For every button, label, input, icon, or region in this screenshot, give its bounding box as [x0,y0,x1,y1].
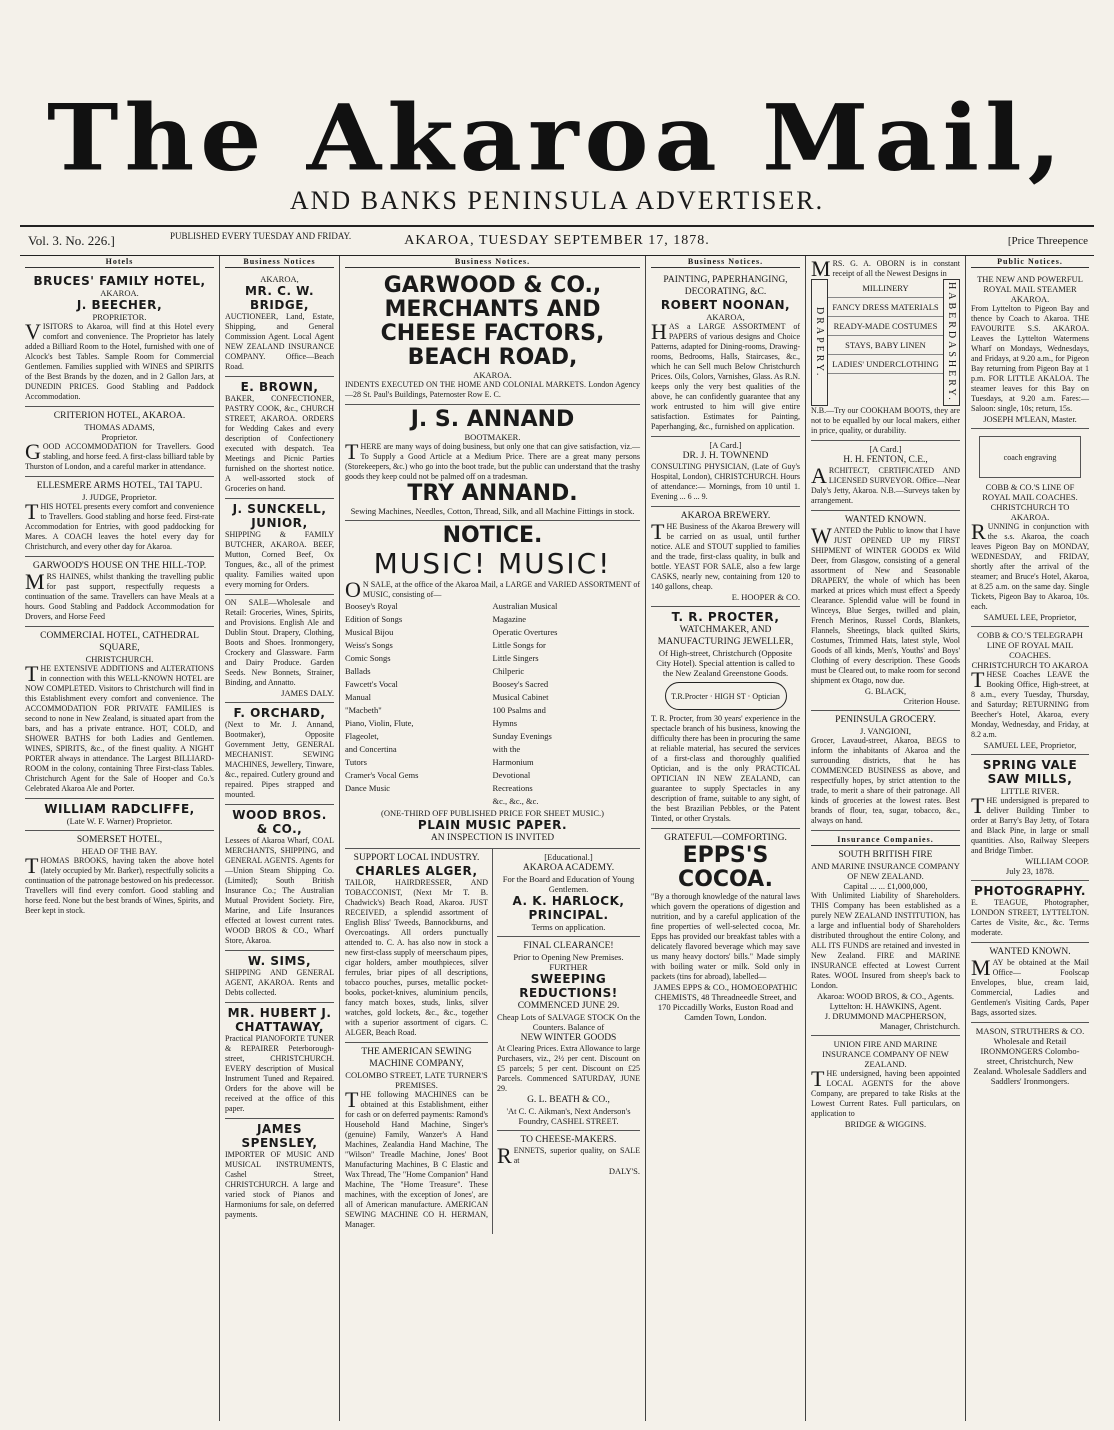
ad-cheese-makers [497,1131,640,1180]
ad-sub: LITTLE RIVER. [1000,786,1060,796]
section-head: Hotels [25,256,214,268]
section-head: Public Notices. [971,256,1089,268]
ad-sub: CHRISTCHURCH. [85,654,154,664]
music-item: and Concertina Tutors [345,744,397,767]
ad-epps [651,829,800,1026]
ad-garwoods-house [25,557,214,627]
music-item: &c., &c., &c. [492,796,539,806]
ad-title: FINAL CLEARANCE! [523,941,614,951]
music-item: Devotional Recreations [492,770,533,793]
ad-body: Grocer, Lavaud-street, Akaroa, BEGS to inform the inhabitants of Akaroa and the surrounding districts, that he has COMMENCED BUSINESS as above, and respectfully hopes, by strict attention to the trade, to merit a share of their patronage. All kinds of groceries at the lowest rates. Best brands of flour, tea, sugar, tobacco, &c., always on hand. [811,735,960,825]
drapery-item: STAYS, BABY LINEN [828,336,943,355]
music-list-right [493,600,641,808]
ad-music-notice [345,521,640,849]
masthead-title: The Akaroa Mail, [47,83,1067,192]
ad-sub: CHRISTCHURCH TO AKAROA. [990,502,1070,522]
ad-line2: MERCHANTS AND CHEESE FACTORS, [380,297,605,346]
ad-title: SOMERSET HOTEL, [76,835,163,845]
ad-name: SAMUEL LEE, Proprietor, [983,612,1077,622]
ad-photography [971,881,1089,943]
ad-line4: AKAROA. [473,370,512,380]
ad-body: SHIPPING & FAMILY BUTCHER, AKAROA. BEEF, Mutton, Corned Beef, Ox Tongues, &c., all of the primest quality. Families waited upon every morning for Orders. [225,530,334,589]
ad-orchard [225,703,334,805]
publication-frequency: PUBLISHED EVERY TUESDAY AND FRIDAY. [170,231,352,241]
ad-title: THE NEW AND POWERFUL ROYAL MAIL STEAMER [977,274,1083,294]
ad-brown [225,377,334,499]
ad-sub: AND MARINE INSURANCE COMPANY OF NEW ZEALAND. [811,860,960,881]
ad-sub: AKAROA. [100,288,139,298]
ad-name: EPPS'S COCOA. [678,843,773,892]
ad-name: G. L. BEATH & CO., [527,1095,610,1105]
ad-foot: Terms on application. [531,922,606,932]
ad-sub: BOOTMAKER. [464,432,521,442]
col3-right [493,849,640,1234]
ad-title: UNION FIRE AND MARINE INSURANCE COMPANY OF NEW ZEALAND. [822,1038,949,1069]
ad-name: DR. J. H. TOWNEND [682,451,769,461]
drapery-items [828,279,943,406]
ad-body: THE following MACHINES can be obtained at this Establishment, either for cash or on deferred payments: Ramond's Household Hand Machine, Singer's (genuine) Family, Wanzer's A Hand Machines, Zealandia Hand Machine, The "Wilson" Treadle Machine, Jones' Boot Manufacturing Machines, B C Elastic and Wax Thread, The "Home Companion" Hand Machine, The "Home Treasure". These machines, with the exception of Jones', are all of American manufacture. AMERICAN SEWING MACHINE CO H. HERMAN, Manager. [345,1087,488,1229]
ad-sub: CHARLES ALGER, [355,864,478,878]
drapery-box [811,279,960,406]
ad-title: ELLESMERE ARMS HOTEL, TAI TAPU. [36,481,203,491]
ad-spensley [225,1119,334,1224]
ad-title: GARWOOD'S HOUSE ON THE HILL-TOP. [32,561,207,571]
music-list [345,600,640,808]
ad-sub: WATCHMAKER, AND MANUFACTURING JEWELLER, [657,625,794,647]
music-item: Ballads [345,666,371,676]
ad-body: MRS. G. A. OBORN is in constant receipt of all the Newest Designs in [811,256,960,281]
ad-sunckell [225,499,334,595]
ad-chattaway [225,1003,334,1119]
ad-body: E. TEAGUE, Photographer, LONDON STREET, LYTTELTON. Cartes de Visite, &c., &c. Terms moderate. [971,898,1089,937]
ad-oborn [811,256,960,441]
music-item: Fawcett's Vocal Manual [345,679,398,702]
ad-townend [651,437,800,507]
ad-body: INDENTS EXECUTED ON THE HOME AND COLONIAL MARKETS. London Agency—28 St. Paul's Buildings, Paternoster Row E. C. [345,380,640,399]
ad-sweep: SWEEPING REDUCTIONS! [519,972,618,1000]
col3-left [345,849,493,1234]
music-item: Boosey's Sacred Musical Cabinet [492,679,549,702]
ad-body: Lessees of Akaroa Wharf, COAL MERCHANTS, SHIPPING, and GENERAL AGENTS. Agents for—Union Steam Shipping Co. (Limited); South British Insurance Co.; The Australian Mutual Provident Society. Fire, Marine, and Life Insurances effected at lowest current rates. WOOD BROS & CO., Wharf Store, Akaroa. [225,836,334,945]
ad-title: PAINTING, PAPERHANGING, DECORATING, &C. [663,275,788,297]
drapery-item: FANCY DRESS MATERIALS [828,298,943,317]
ad-cobb-telegraph [971,627,1089,755]
ad-title: W. SIMS, [247,954,312,968]
ad-body: RENNETS, superior quality, on SALE at [497,1143,640,1168]
ad-role: Proprietor. [101,432,138,442]
ad-body: CONSULTING PHYSICIAN, (Late of Guy's Hospital, London), CHRISTCHURCH. Hours of attendance:— Mornings, from 10 until 1. Evening ... 6 ... 9. [651,462,800,501]
ad-title: T. R. PROCTER, [671,610,780,624]
ad-title: SPRING VALE SAW MILLS, [982,758,1078,786]
ad-title: [A Card.] [709,440,742,450]
section-head: Insurance Companies. [811,834,960,846]
ad-title: [Educational.] [544,852,593,862]
music-item: Operatic Overtures [492,627,558,637]
ad-commercial-hotel [25,627,214,799]
notice-title: NOTICE. [442,523,543,548]
ad-title: THE AMERICAN SEWING MACHINE COMPANY, [361,1047,472,1069]
ad-body: HAS a LARGE ASSORTMENT of PAPERS of various designs and Choice Patterns, adapted for Dining-rooms, Drawing-rooms, Bedrooms, Halls, Staircases, &c., which he can Sell much Below Christchurch Prices. Oils, Colors, Varnishes, Glass. As R.N. keeps only the very best qualities of the above, he can confidently guarantee that any work entrusted to him will give entire satisfaction. Estimates for Painting, Paperhanging, &c., furnished on application. [651,319,800,431]
drapery-item: MILLINERY [828,279,943,298]
ad-daly [225,595,334,703]
column-public-notices [966,256,1094,1421]
columns [20,256,1094,1421]
ad-bridge [225,271,334,377]
ad-title: [A Card.] [869,443,902,454]
volume-number: Vol. 3. No. 226.] [28,233,115,248]
ad-union [811,1036,960,1133]
ad-title: J. SUNCKELL, JUNIOR, [232,502,327,530]
haberdashery-label: HABERDASHERY. [943,279,960,406]
ad-sub: AKAROA ACADEMY. [522,863,615,873]
ad-body: Of High-street, Christchurch (Opposite City Hotel). Special attention is called to the New Zealand Greenstone Goods. [656,648,795,678]
issue-price: [Price Threepence [1007,235,1088,247]
ad-body: Wholesale and Retail IRONMONGERS Colombo-street, Christchurch, New Zealand. Wholesale Saddlers and Saddlers' Ironmongers. [973,1036,1087,1086]
ad-title: SUPPORT LOCAL INDUSTRY. [353,853,480,863]
ad-title: COBB & CO.'S TELEGRAPH LINE OF ROYAL MAIL COACHES. [977,630,1083,660]
coach-illustration-icon: coach engraving [979,436,1081,478]
ad-body: RUNNING in conjunction with the s.s. Akaroa, the coach leaves Pigeon Bay on MONDAY, WEDNESDAY, and FRIDAY, shortly after the arrival of the steamer; and Bruce's Hotel, Akaroa, at 8.25 a.m. on the same day. Single Tickets, Pigeon Bay to Akaroa, 10s. each. [971,519,1089,611]
ad-title: WANTED KNOWN. [989,947,1071,957]
ad-garwood [345,271,640,405]
ad-foot: N.B.—Try our COOKHAM BOOTS, they are not to be equalled by our local makers, either in price, quality, or durability. [811,405,960,435]
ad-body: WANTED the Public to know that I have JUST OPENED UP my FIRST SHIPMENT of WINTER GOODS ex Wild Deer, from Glasgow, consisting of a general assortment of New and Seasonable DRAPERY, the whole of which has been marked at prices which must effect a Speedy Clearance. Splendid value will be found in Winceys, Blue Serges, twilled and plain, French Merinos, Russel Cords, Blankets, Flannels, Sheetings, black quilted Skirts, Costumes, Trimmed Hats, latest style, Wool Goods of all kinds, Men's, Youths' and Boys' Clothing of every description. These Goods must be Cleared out, to make room for second shipment ex Otago, now due. [811,522,960,685]
optician-stamp-icon: T.R.Procter · HIGH ST · Optician [665,682,787,710]
ad-body: ON SALE—Wholesale and Retail: Groceries, Wines, Spirits, and Provisions. English Ale and Dublin Stout. Drapery, Clothing, Boots and Shoes. Ironmongery, Crockery and Glassware. Farm and Dairy Produce. Garden Seeds. New Bonnets, Strainer, Binding, and Annatto. [225,598,334,687]
stamp-wrap [651,682,800,710]
ad-spring-vale [971,755,1089,881]
ad-radcliffe [25,799,214,831]
music-item: Piano, Violin, Flute, Flageolet, [345,718,414,741]
inspection-invited: AN INSPECTION IS INVITED [430,833,555,843]
ad-noonan [651,271,800,437]
ad-title: WOOD BROS. & CO., [232,808,327,836]
col3-split [345,849,640,1234]
music-item: Boosey's Royal Edition of Songs [345,601,403,624]
ad-body: IMPORTER OF MUSIC AND MUSICAL INSTRUMENTS, Cashel Street, CHRISTCHURCH. A large and varied stock of Pianos and Harmoniums for sale, on deferred payments. [225,1150,334,1219]
ad-capital: Capital ... ... £1,000,000, [843,880,928,891]
ad-name: G. BLACK, [864,685,907,696]
music-item: Comic Songs [345,653,391,663]
ad-body: ARCHITECT, CERTIFICATED AND LICENSED SURVEYOR. Office—Near Daly's Jetty, Akaroa. N.B.—Surveys taken by arrangement. [811,462,960,505]
ad-title: J. S. ANNAND [410,407,575,432]
ad-name: J. DRUMMOND MACPHERSON, [824,1010,947,1021]
music-heading: MUSIC! MUSIC! [373,547,612,580]
ad-title: TO CHEESE-MAKERS. [520,1135,617,1145]
ad-body: Prior to Opening New Premises. FURTHER [513,952,624,972]
ad-body: THERE are many ways of doing business, but only one that can give satisfaction, viz.— To Supply a Good Article at a Medium Price. There are a great many persons (Storekeepers, &c.) who go into the boot trade, but the public can understand that the trashy goods they keep could not be palmed off on a tradesman. [345,439,640,481]
ad-title: WILLIAM RADCLIFFE, [44,802,195,816]
column-hotels [20,256,220,1421]
ad-date: July 23, 1878. [1005,866,1055,876]
ad-body: THE undersigned is prepared to deliver Building Timber to order at Barry's Bay Jetty, of Totara and Black Pine, in large or small quantities. Also, Railway Sleepers and Bridge Timber. [971,793,1089,855]
ad-title: MR. C. W. BRIDGE, [245,284,314,312]
ad-foot: JAMES EPPS & CO., HOMOEOPATHIC CHEMISTS, 48 Threadneedle Street, and 170 Piccadilly Works, Euston Road and Camden Town, London. [653,982,798,1022]
music-item: Harmonium [492,757,534,767]
ad-name: DALY'S. [608,1166,640,1176]
music-item: Weiss's Songs [345,640,393,650]
ad-addr: 'At C. C. Aikman's, Next Anderson's Foundry, CASHEL STREET. [506,1106,631,1126]
ad-foot: Sewing Machines, Needles, Cotton, Thread, Silk, and all Machine Fittings in stock. [350,506,635,516]
ad-name: BRIDGE & WIGGINS. [844,1118,927,1129]
ad-title: PHOTOGRAPHY. [974,884,1086,898]
ad-annand [345,405,640,521]
ad-american-sewing [345,1043,488,1234]
ad-body: THE EXTENSIVE ADDITIONS and ALTERATIONS in connection with this WELL-KNOWN HOTEL are NOW COMPLETED. Visitors to Christchurch will find in this Establishment every comfort and convenience. The ACCOMMODATION FOR PRIVATE FAMILIES is second to none in New Zealand, is situated apart from the bars, and has a private entrance. HOT, COLD, and SHOWER BATHS for both Ladies and Gentlemen. WINES, SPIRITS, &c., of the finest quality. A NIGHT PORTER always in attendance. The Largest BILLIARD-ROOM in the colony, containing Three First-class Tables. Christchurch Agent for the Sale of Hooper and Co.'s Celebrated Akaroa Ale and Porter. [25,661,214,793]
ad-body: THE Business of the Akaroa Brewery will be carried on as usual, until further notice. ALE and STOUT supplied to families and the trade, first-class quality, in bulk and bottle. YEAST FOR SALE, also a few large CASKS, nearly new, containing from 120 to 140 gallons, cheap. [651,519,800,591]
ad-sub: AKAROA. [1010,294,1050,304]
ad-name: JOSEPH M'LEAN, Master. [983,414,1077,424]
ad-body: GOOD ACCOMMODATION for Travellers. Good stabling, and horse feed. A first-class billiard table by Thurston of London, and a careful marker in attendance. [25,439,214,471]
music-item: "Macbeth" [345,705,382,715]
ad-title: SOUTH BRITISH FIRE [838,849,933,860]
ad-body: ON SALE, at the office of the Akaroa Mail, a LARGE and VARIED ASSORTMENT of MUSIC, consisting of— [345,577,640,602]
ad-body: AUCTIONEER, Land, Estate, Shipping, and General Commission Agent. Local Agent NEW ZEALAND INSURANCE COMPANY. Office—Beach Road. [225,312,334,371]
ad-brewery [651,507,800,607]
ad-title: WANTED KNOWN. [844,514,927,525]
ad-mason-struthers [971,1023,1089,1090]
ad-name: J. BEECHER, [76,298,163,312]
ad-title: MASON, STRUTHERS & CO. [975,1026,1085,1036]
drapery-label: DRAPERY. [811,279,828,406]
music-item: Musical Bijou [345,627,394,637]
ad-title: GRATEFUL—COMFORTING. [664,833,787,843]
ad-academy [497,849,640,937]
ad-body: THE undersigned, having been appointed LOCAL AGENTS for the above Company, are prepared to take Risks at the Lowest Current Rates. Full particulars, on application to [811,1065,960,1118]
section-head: Business Notices. [345,256,640,268]
ad-title: E. BROWN, [240,380,319,394]
ad-try: TRY ANNAND. [407,481,578,506]
ad-title: PENINSULA GROCERY. [835,714,936,725]
ad-sub: AKAROA, [706,312,745,322]
ad-bruces-hotel [25,271,214,407]
music-list-left [345,600,493,808]
ad-commenced: COMMENCED JUNE 29. [517,1001,620,1011]
ad-body: VISITORS to Akaroa, will find at this Hotel every comfort and convenience. The Proprietor has lately added a Billiard Room to the Hotel, furnished with one of Alcock's best Tables. Sample Room for Commercial Gentlemen. Families supplied with WINES and SPIRITS of the Best Brands by the dozen, and in 2 Gallon Jars, at DUNEDIN PRICES. Good Stabling and Paddock Accommodation. [25,319,214,401]
ad-title: BRUCES' FAMILY HOTEL, [33,274,206,288]
ad-sub: COLOMBO STREET, LATE TURNER'S PREMISES. [345,1070,488,1090]
masthead-subtitle: AND BANKS PENINSULA ADVERTISER. [289,186,825,215]
music-item: Australian Musical Magazine [492,601,558,624]
column-business-1 [220,256,340,1421]
ad-alger [345,849,488,1043]
ad-body: From Lyttelton to Pigeon Bay and thence by Coach to Akaroa. THE FAVOURITE S.S. AKAROA. Leaves the Lyttelton Watermens Wharf on Mondays, Wednesdays, and Fridays, at 9.20 a.m., for Pigeon Bay returning from Pigeon Bay at 1 p.m. FOR LITTLE AKALOA. The steamer leaves for this Bay on Tuesdays, at 9.20 a.m. Fares:—Saloon: single, 10s; return, 15s. [971,304,1089,413]
ad-sims [225,951,334,1003]
ad-grocery [811,711,960,831]
ad-title: COMMERCIAL HOTEL, CATHEDRAL SQUARE, [40,631,199,653]
drapery-item: READY-MADE COSTUMES [828,317,943,336]
ad-title: JAMES SPENSLEY, [241,1122,318,1150]
ad-body: THIS HOTEL presents every comfort and convenience to Travellers. Good stabling and horse feed. First-rate Accommodation for Entries, with good paddocking for Mares. A COACH leaves the hotel every day for Christchurch, and every other day for Akaroa. [25,499,214,551]
ad-role: PROPRIETOR. [92,312,147,322]
ad-body: "By a thorough knowledge of the natural laws which govern the operations of digestion and nutrition, and by a careful application of the fine properties of well-selected cocoa, Mr. Epps has provided our breakfast tables with a delicately flavored beverage which may save us many heavy doctors' bills." Made simply with boiling water or milk. Sold only in packets (tins for abroad), labelled— [651,892,800,981]
ad-criterion-hotel [25,407,214,477]
ad-line3: BEACH ROAD, [407,345,578,370]
ad-body: THESE Coaches LEAVE the Booking Office, High-street, at 8 a.m., every Tuesday, Thursday, and Saturday; RETURNING from Beecher's Hotel, Akaroa, every Monday, Wednesday, and Friday, at 8.2 a.m. [971,667,1089,739]
ad-name: J. JUDGE, Proprietor. [82,492,157,502]
ad-body: TAILOR, HAIRDRESSER, AND TOBACCONIST, (Next Mr T. B. Chadwick's) Beach Road, Akaroa. JUST RECEIVED, a splendid assortment of English Bliss' Tweeds, Bannockburns, and Overcoatings. All orders punctually attended to. C. A. has also now in stock a new first-class supply of meerschaum pipes, cigar holders, amber mouthpieces, silver ferrules, briar pipes of all descriptions, tobacco pouches, purses, metallic pocket-books, pocket-knives, aluminium pencils, fancy match boxes, studs, links, silver watches, gold lockets, &c., &c., together with a superior assortment of cigars. C. ALGER, Beach Road. [345,878,488,1037]
ad-sub: Criterion House. [903,695,960,706]
ad-sub2: Manager, Christchurch. [879,1020,960,1031]
plain-music-paper: PLAIN MUSIC PAPER. [417,818,568,832]
music-foot: (ONE-THIRD OFF PUBLISHED PRICE FOR SHEET MUSIC.) [381,808,604,818]
ad-name: ROBERT NOONAN, [660,298,791,312]
ad-name: WILLIAM COOP. [1025,856,1089,866]
ad-agents: Akaroa: WOOD BROS, & CO., Agents. Lyttelton: H. HAWKINS, Agent. [816,990,955,1011]
music-item: Cramer's Vocal Gems [345,770,419,780]
section-head: Business Notices [225,256,334,268]
ad-body: (Next to Mr. J. Annand, Bootmaker), Opposite Government Jetty, GENERAL MECHANIST. SEWING MACHINES, Jewellery, Tinware, &c., repaired. Cutlery ground and repaired. Pipes strapped and mounted. [225,720,334,799]
ad-name: J. VANGIONI, [860,725,911,736]
ad-title: COBB & CO.'S LINE OF ROYAL MAIL COACHES. [982,482,1078,502]
ad-body: MRS HAINES, whilst thanking the travelling public for past support, respectfully requests a continuation of the same. Travellers can have Meals at a hours. Good Stabling and Paddock Accommodation for Drovers, and Horse Feed [25,569,214,621]
music-item: 100 Psalms and Hymns [492,705,546,728]
ad-wanted-known [811,511,960,711]
ad-cheap: Cheap Lots of SALVAGE STOCK On the Counters. Balance of [497,1012,640,1032]
ad-winter: NEW WINTER GOODS [520,1033,617,1043]
dateline-bar [20,225,1094,256]
section-head: Business Notices. [651,256,800,268]
ad-sub: AKAROA, [260,274,299,284]
ad-title: F. ORCHARD, [233,706,326,720]
ad-cobb-coaches [971,429,1089,627]
ad-south-british [811,831,960,1036]
ad-title: JAMES DALY. [281,688,334,698]
ad-ellesmere-hotel [25,477,214,557]
ad-sub: (Late W. F. Warner) Proprietor. [66,816,173,826]
ad-name: A. K. HARLOCK, PRINCIPAL. [512,894,625,922]
ad-steamer [971,271,1089,429]
ad-body: BAKER, CONFECTIONER, PASTRY COOK, &c., CHURCH STREET, AKAROA. ORDERS for Wedding Cakes and every description of Confectionery executed with despatch. Tea Meetings and Picnic Parties furnished on the shortest notice. A well-assorted stock of Groceries on hand. [225,394,334,493]
ad-beath [497,937,640,1131]
music-item: Sunday Evenings with the [492,731,552,754]
issue-date: AKAROA, TUESDAY SEPTEMBER 17, 1878. [404,233,710,248]
ad-title: AKAROA BREWERY. [680,511,771,521]
column-business-3 [806,256,966,1421]
music-item: Dance Music [345,783,391,793]
ad-fenton [811,441,960,511]
ad-wood-bros [225,805,334,951]
ad-body: Practical PIANOFORTE TUNER & REPAIRER Peterborough-street, CHRISTCHURCH. EVERY description of Musical Instrument Tuned and Repaired. Orders for the above will be received at the office of this paper. [225,1034,334,1113]
ad-title: MR. HUBERT J. CHATTAWAY, [227,1006,332,1034]
ad-title: CRITERION HOTEL, AKAROA. [53,411,186,421]
ad-tail: At Clearing Prices. Extra Allowance to large Purchasers, viz., 2½ per cent. Discount on £5 parcels; 5 per cent. Discount on £25 Parcels. Commenced SATURDAY, JUNE 29. [497,1044,640,1093]
column-business-2 [646,256,806,1421]
ad-wanted-known-mail [971,943,1089,1023]
ad-body: MAY be obtained at the Mail Office— Foolscap Envelopes, blue, cream laid, Commercial, Ladies and Gentlemen's Visiting Cards, Paper Bags, assorted sizes. [971,955,1089,1017]
ad-body2: T. R. Procter, from 30 years' experience in the spectacle branch of his business, knowing the difficulty there has been in procuring the same at reliable material, has secured the services of a first-class and thoroughly qualified Optician, and is the only PRACTICAL OPTICIAN IN NEW ZEALAND, can guarantee to supply Spectacles in any description of frame, suitable to any sight, of the best Brazilian Pebbles, or the Patent Tinted, or other Crystals. [651,714,800,823]
ad-body: SHIPPING AND GENERAL AGENT, AKAROA. Rents and Debts collected. [225,968,334,997]
ad-body: With Unlimited Liability of Shareholders. THIS Company has been established as a purely NEW ZEALAND INSTITUTION, has a large and influential body of Shareholders distributed throughout the entire Colony, and ALL ITS FUNDS are retained and invested in New Zealand. FIRE and MARINE INSURANCE effected at Lowest Current Rates. WOOL Insured from sheep's back to London. [811,890,960,990]
ad-procter [651,607,800,829]
music-item: Little Songs for Little Singers [492,640,546,663]
ad-somerset-hotel [25,831,214,920]
ad-name: THOMAS ADAMS, [84,422,155,432]
ad-name: E. HOOPER & CO. [731,592,800,602]
music-item: Chilperic [492,666,525,676]
drapery-item: LADIES' UNDERCLOTHING [828,355,943,374]
ad-body: THOMAS BROOKS, having taken the above hotel (lately occupied by Mr. Barker), respectfully solicits a continuation of the patronage bestowed on his predecessor. Travellers will find every comfort. Good stabling and horse feed. None but the best brands of Wines, Spirits, and Beer kept in stock. [25,853,214,915]
ad-body: For the Board and Education of Young Gentlemen. [502,874,635,894]
ad-name: SAMUEL LEE, Proprietor, [983,740,1077,750]
ad-sub: HEAD OF THE BAY. [81,846,158,856]
ad-sub: CHRISTCHURCH TO AKAROA [971,660,1089,670]
column-business-wide [340,256,646,1421]
ad-name: H. H. FENTON, C.E., [843,454,928,465]
ad-title: GARWOOD & CO., [383,273,602,298]
